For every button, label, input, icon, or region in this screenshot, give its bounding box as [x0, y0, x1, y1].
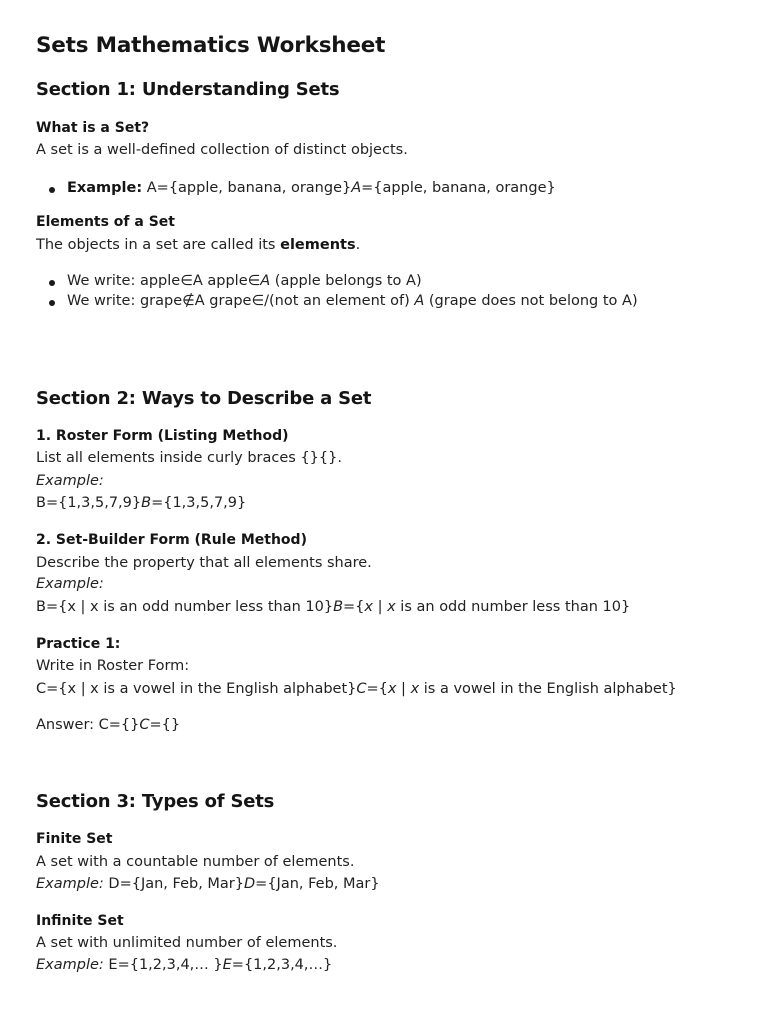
practice-heading: Practice 1:: [36, 636, 121, 652]
example-var: A: [351, 180, 362, 196]
infinite-example-rest: ={1,2,3,4,…}: [231, 957, 333, 973]
bullet-apple-var: A: [260, 273, 271, 289]
roster-heading: 1. Roster Form (Listing Method): [36, 428, 289, 444]
finite-example: [36, 876, 380, 892]
elements-text: [36, 237, 360, 253]
finite-text: A set with a countable number of elements.: [36, 854, 355, 870]
elements-text-bold: elements: [280, 237, 356, 253]
finite-example-rest: ={Jan, Feb, Mar}: [255, 876, 380, 892]
elements-text-post: .: [355, 237, 361, 253]
example-label: Example:: [67, 180, 143, 196]
roster-example-label: Example:: [36, 473, 104, 489]
practice-expr-plain: C={x | x is a vowel in the English alphabet}: [36, 681, 357, 697]
page-title: Sets Mathematics Worksheet: [36, 33, 386, 58]
practice-expression: [36, 681, 677, 697]
what-is-set-text: A set is a well-defined collection of distinct objects.: [36, 142, 408, 158]
example-plain: A={apple, banana, orange}: [146, 180, 352, 196]
practice-text: Write in Roster Form:: [36, 658, 190, 674]
roster-text: List all elements inside curly braces {}{}.: [36, 450, 342, 466]
infinite-text: A set with unlimited number of elements.: [36, 935, 338, 951]
finite-example-plain: D={Jan, Feb, Mar}: [103, 876, 244, 892]
practice-answer-plain: Answer: C={}: [36, 717, 140, 733]
elements-text-pre: The objects in a set are called its: [36, 237, 276, 253]
practice-expr-rest-b: |: [396, 681, 411, 697]
bullet-grape-note: (grape does not belong to A): [428, 293, 638, 309]
practice-expr-x1: x: [387, 681, 397, 697]
practice-expr-rest-a: ={: [366, 681, 388, 697]
bullet-apple-belongs: [67, 273, 422, 289]
elements-heading: Elements of a Set: [36, 214, 175, 230]
infinite-example-var: E: [222, 957, 232, 973]
builder-example-rest-a: ={: [343, 599, 365, 615]
roster-example-rest: ={1,3,5,7,9}: [151, 495, 247, 511]
practice-expr-x2: x: [410, 681, 420, 697]
bullet-grape-plain: We write: grape∉A grape∈/(not an element of): [67, 293, 410, 309]
roster-example: [36, 495, 246, 511]
practice-answer-rest: ={}: [149, 717, 181, 733]
bullet-grape-not-belongs: [67, 293, 638, 309]
infinite-heading: Infinite Set: [36, 913, 124, 929]
roster-example-plain: B={1,3,5,7,9}: [36, 495, 142, 511]
bullet-apple-plain: We write: apple∈A apple∈: [67, 273, 261, 289]
what-is-set-heading: What is a Set?: [36, 120, 150, 136]
section-2-heading: Section 2: Ways to Describe a Set: [36, 388, 372, 409]
builder-example: [36, 599, 630, 615]
practice-expr-var: C: [356, 681, 367, 697]
practice-expr-rest-c: is a vowel in the English alphabet}: [419, 681, 677, 697]
builder-example-var: B: [333, 599, 344, 615]
example-rest: ={apple, banana, orange}: [361, 180, 556, 196]
finite-heading: Finite Set: [36, 831, 113, 847]
builder-example-x1: x: [364, 599, 373, 615]
builder-heading: 2. Set-Builder Form (Rule Method): [36, 532, 307, 548]
builder-example-plain: B={x | x is an odd number less than 10}: [36, 599, 334, 615]
practice-answer-var: C: [139, 717, 150, 733]
infinite-example-label: Example:: [36, 957, 104, 973]
builder-example-label: Example:: [36, 576, 104, 592]
practice-answer: [36, 717, 180, 733]
roster-example-var: B: [141, 495, 152, 511]
section-1-heading: Section 1: Understanding Sets: [36, 79, 340, 100]
builder-example-x2: x: [387, 599, 396, 615]
example-bullet-set-a: [67, 180, 556, 196]
builder-example-rest-c: is an odd number less than 10}: [395, 599, 631, 615]
builder-text: Describe the property that all elements share.: [36, 555, 372, 571]
bullet-grape-var: A: [414, 293, 425, 309]
infinite-example-plain: E={1,2,3,4,… }: [103, 957, 223, 973]
finite-example-var: D: [244, 876, 256, 892]
bullet-apple-note: (apple belongs to A): [274, 273, 422, 289]
section-3-heading: Section 3: Types of Sets: [36, 791, 275, 812]
builder-example-rest-b: |: [373, 599, 388, 615]
finite-example-label: Example:: [36, 876, 104, 892]
infinite-example: [36, 957, 332, 973]
